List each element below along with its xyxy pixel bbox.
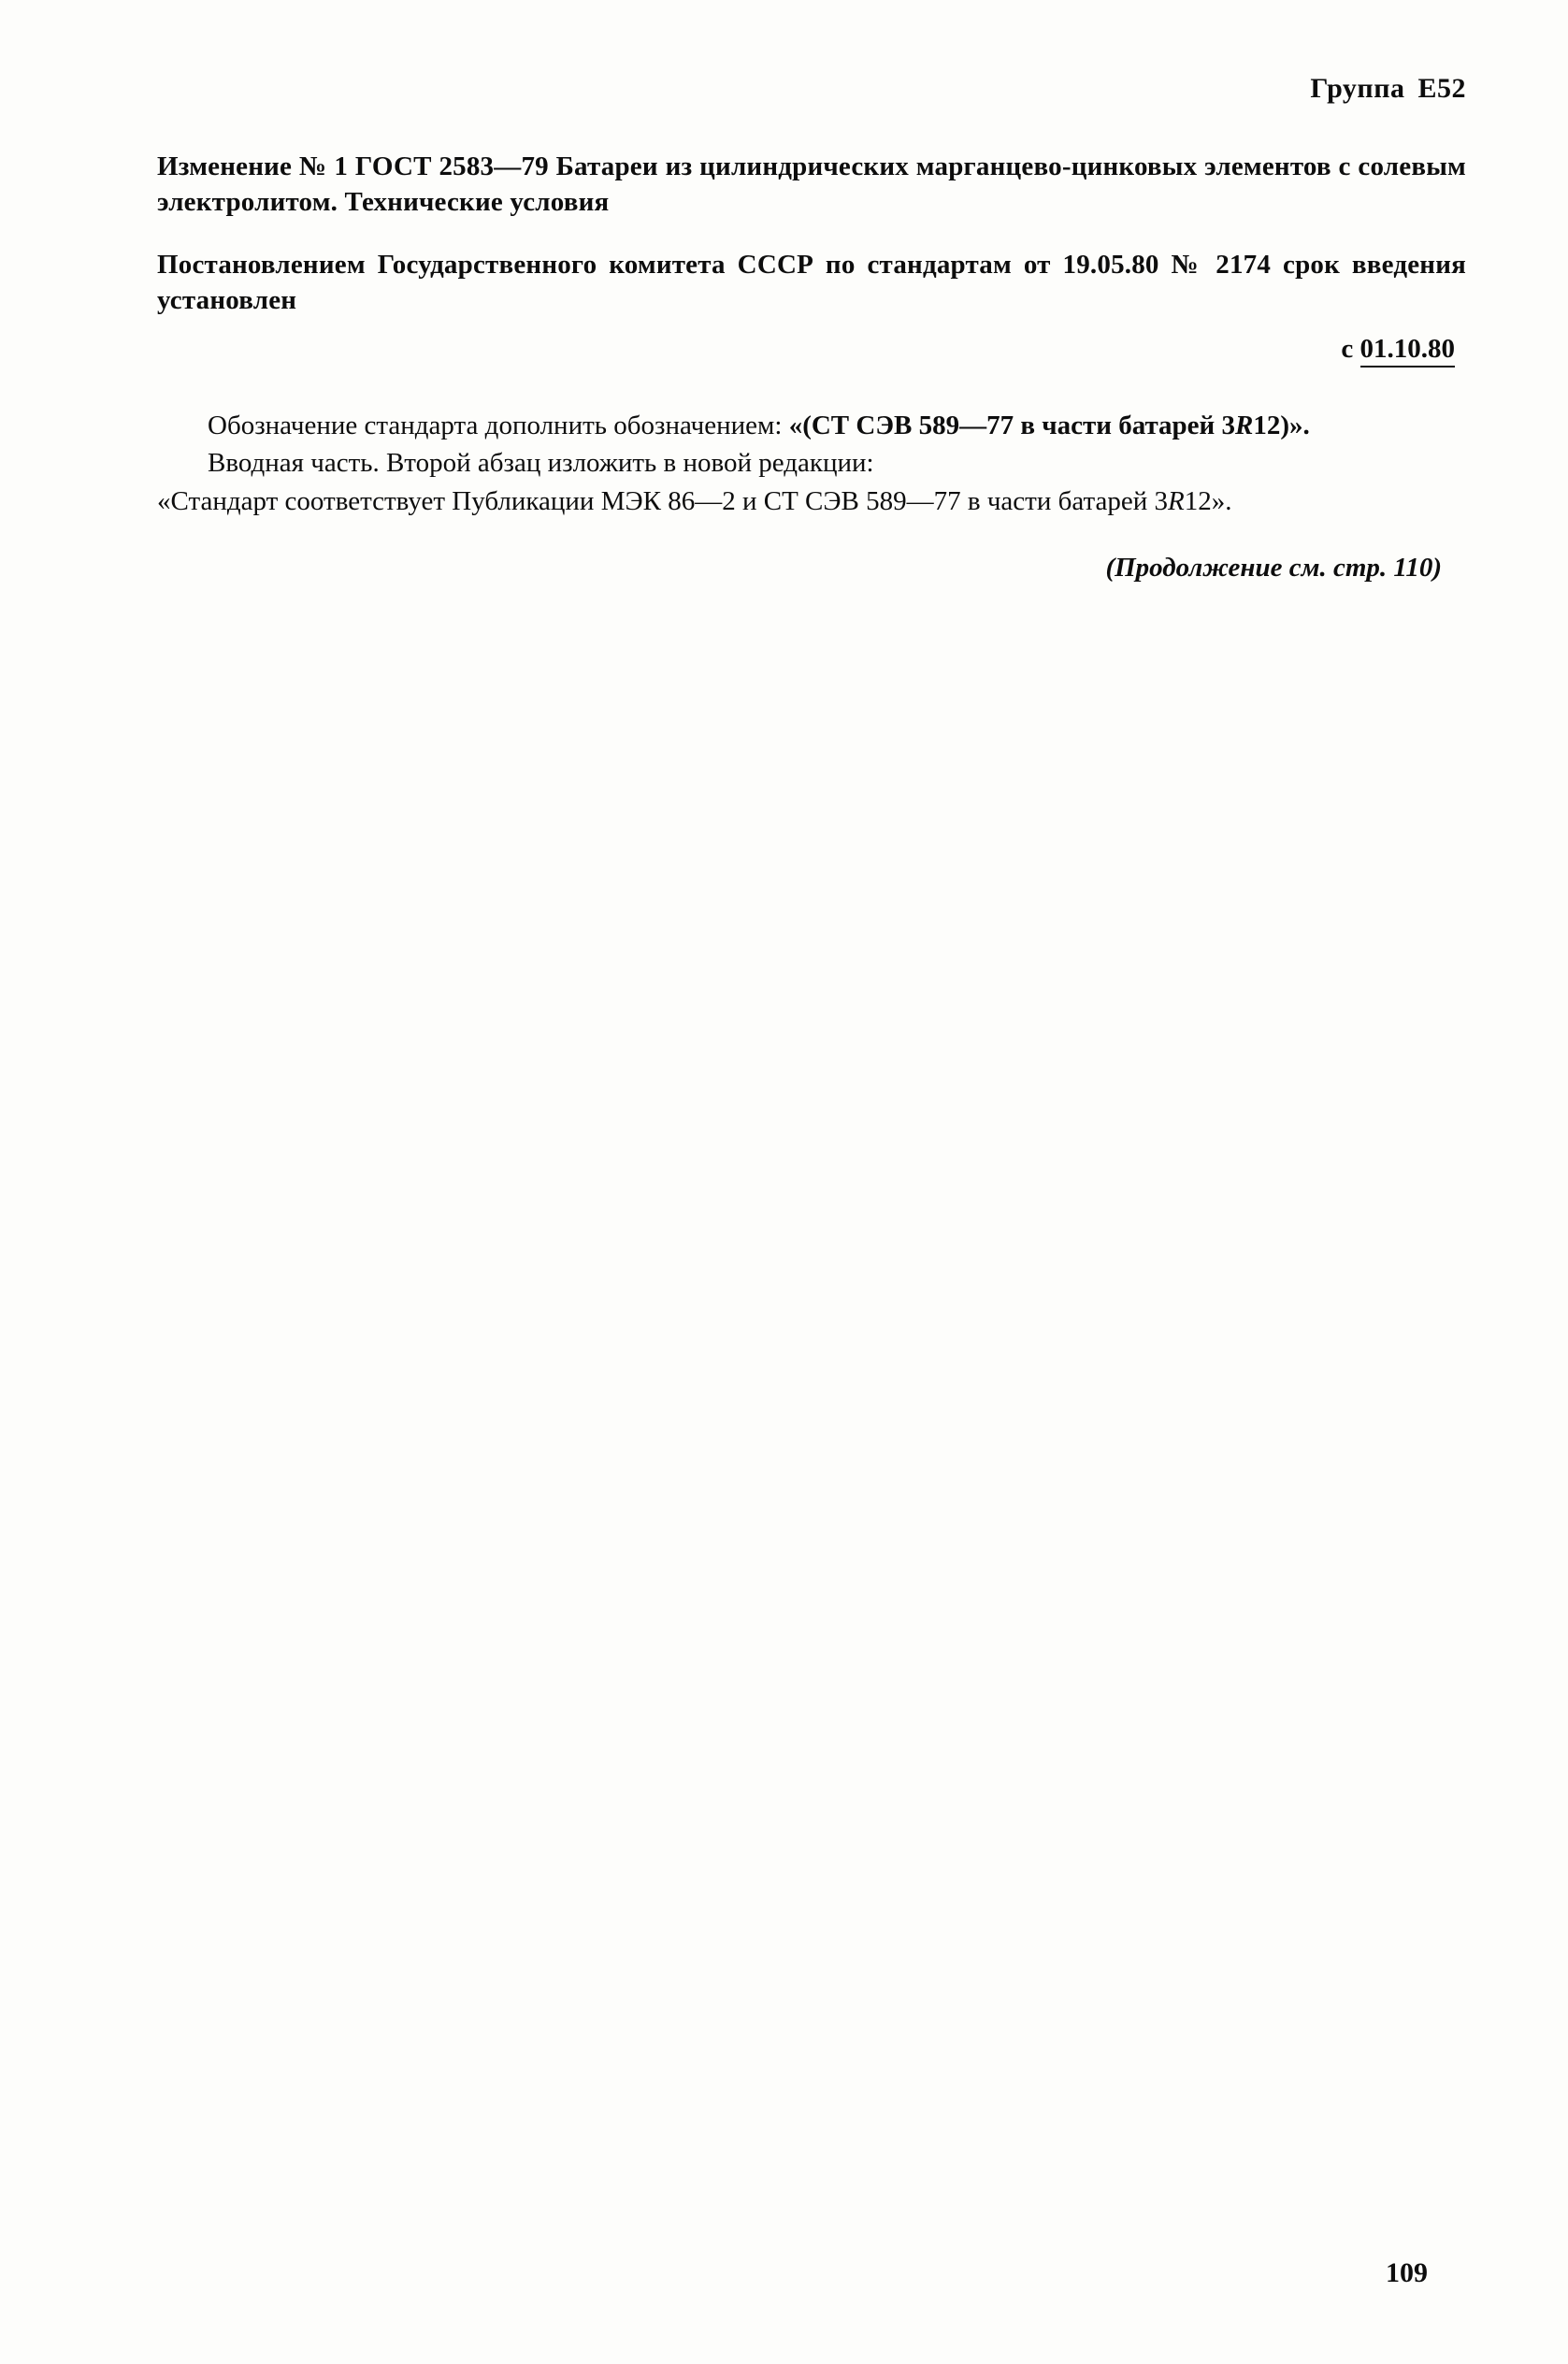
group-header xyxy=(157,73,1466,105)
continuation-note: (Продолжение см. стр. 110) xyxy=(1105,553,1442,584)
page-content xyxy=(157,73,1466,584)
paragraph-quote: «Стандарт соответствует Публикации МЭК 86—2 и СТ СЭВ 589—77 в части батарей 3R12». xyxy=(157,485,1232,516)
effective-date-line xyxy=(157,334,1455,365)
amendment-title: Изменение № 1 ГОСТ 2583—79 Батареи из цилиндрических марганцево-цинковых элементов с солевым электролитом. Технические условия xyxy=(157,151,1466,217)
decree-paragraph: Постановлением Государственного комитета СССР по стандартам от 19.05.80 № 2174 срок введения установлен xyxy=(157,250,1466,316)
effective-date-prefix: с xyxy=(1341,333,1354,364)
paragraph-designation: Обозначение стандарта дополнить обозначением: «(СТ СЭВ 589—77 в части батарей 3R12)». xyxy=(208,410,1310,440)
group-label: Группа xyxy=(1310,73,1405,104)
paragraph-intro: Вводная часть. Второй абзац изложить в новой редакции: xyxy=(208,448,874,479)
effective-date-value: 01.10.80 xyxy=(1360,334,1456,368)
page-number: 109 xyxy=(1386,2257,1428,2288)
group-code: Е52 xyxy=(1417,73,1466,104)
